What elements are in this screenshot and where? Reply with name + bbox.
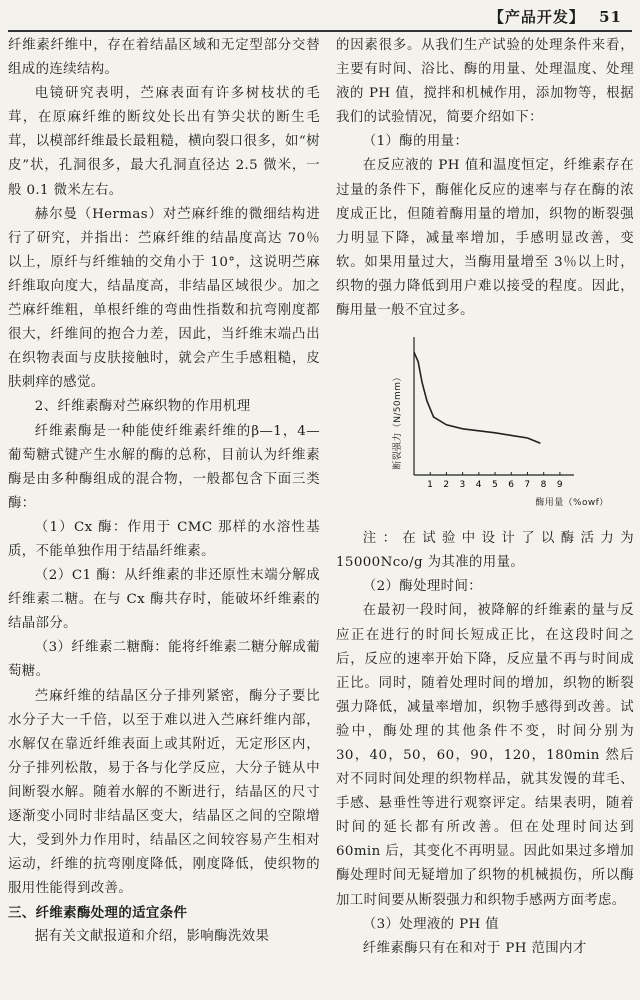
x-tick-label: 1: [427, 480, 434, 491]
paragraph: 注：在试验中设计了以酶活力为 15000Nco/g 为其准的用量。: [336, 531, 634, 571]
chart: [336, 325, 634, 521]
right-column: [336, 34, 634, 961]
x-tick-label: 2: [443, 480, 450, 491]
subheading: （1）酶的用量：: [362, 134, 469, 150]
subheading: 2、纤维素酶对苎麻织物的作用机理: [34, 399, 251, 415]
x-tick-label: 9: [556, 480, 563, 491]
paragraph: 的因素很多。从我们生产试验的处理条件来看，主要有时间、浴比、酶的用量、处理温度、处理液的 PH 值，搅拌和机械作用，添加物等，根据我们的试验情况，简要介绍如下：: [336, 38, 634, 126]
paragraph: （1）Cx 酶：作用于 CMC 那样的水溶性基质，不能单独作用于结晶纤维素。: [8, 519, 320, 559]
paragraph: 纤维素纤维中，存在着结晶区域和无定型部分交替组成的连续结构。: [8, 38, 320, 78]
page-header: [489, 6, 622, 27]
left-column: [8, 34, 320, 950]
chart-svg: [336, 325, 634, 521]
header-section: 【产品开发】: [488, 8, 585, 26]
series-line: [414, 352, 540, 443]
x-tick-label: 8: [540, 480, 547, 491]
paragraph: （3）纤维素二糖酶：能将纤维素二糖分解成葡萄糖。: [8, 640, 320, 680]
paragraph: 赫尔曼（Hermas）对苎麻纤维的微细结构进行了研究，并指出：苎麻纤维的结晶度高达 70％以上，原纤与纤维轴的交角小于 10°，这说明苎麻纤维取向度大，结晶度高，非结晶区域很少。加之苎麻纤维粗，单根纤维的弯曲性指数和抗弯刚度都很大，纤维间的抱合力差，因此，当纤维末端凸出在织物表面与皮肤接触时，就会产生手感粗糙，皮肤刺痒的感觉。: [8, 206, 320, 391]
paragraph: 电镜研究表明，苎麻表面有许多树枝状的毛茸，在原麻纤维的断纹处长出有笋尖状的断生毛茸，以模部纤维最长最粗糙，横向裂口很多，如“树皮”状，孔洞很多，最大孔洞直径达 2.5 微米，一般 0.1 微米左右。: [8, 86, 320, 198]
paragraph: 在反应液的 PH 值和温度恒定，纤维素存在过量的条件下，酶催化反应的速率与存在酶的浓度成正比，但随着酶用量的增加，织物的断裂强力明显下降，减量率增加，手感明显改善，变软。如果用量过大，当酶用量增至 3％以上时，织物的强力降低到用户难以接受的程度。因此，酶用量一般不宜过多。: [336, 158, 634, 319]
x-tick-label: 3: [459, 480, 466, 491]
y-axis-label: 断裂强力（N/50mm）: [393, 372, 403, 470]
x-tick-label: 5: [491, 480, 499, 491]
section-heading: 三、纤维素酶处理的适宜条件: [8, 905, 188, 922]
paragraph: （2）C1 酶：从纤维素的非还原性末端分解成纤维素二糖。在与 Cx 酶共存时，能破坏纤维素的结晶部分。: [8, 568, 320, 632]
x-tick-label: 6: [508, 480, 515, 491]
header-rule: [8, 30, 632, 32]
x-tick-label: 4: [475, 480, 482, 491]
paragraph: 苎麻纤维的结晶区分子排列紧密，酶分子要比水分子大一千倍，以至于难以进入苎麻纤维内部，水解仅在靠近纤维表面上或其附近，无定形区内，分子排列松散，易于各与化学反应，大分子链从中间断裂水解。随着水解的不断进行，结晶区的尺寸逐渐变小同时非结晶区变大，结晶区之间的空隙增大，受到外力作用时，结晶区之间较容易产生相对运动，纤维的抗弯刚度降低，刚度降低，使织物的服用性能得到改善。: [8, 688, 320, 897]
paragraph: 纤维素酶是一种能使纤维素纤维的β—1，4—葡萄糖式键产生水解的酶的总称，目前认为纤维素酶是由多种酶组成的混合物，一般都包含下面三类酶：: [8, 423, 320, 511]
x-axis-label: 酶用量（%owf）: [535, 498, 609, 509]
subheading: （3）处理液的 PH 值: [362, 916, 500, 932]
paragraph: 据有关文献报道和介绍，影响酶洗效果: [34, 929, 270, 945]
paragraph: 纤维素酶只有在和对于 PH 范围内才: [362, 940, 587, 956]
page-number: 51: [599, 8, 622, 26]
paragraph: 在最初一段时间，被降解的纤维素的量与反应正在进行的时间长短成正比，在这段时间之后，反应的速率开始下降，反应量不再与时间成正比。同时，随着处理时间的增加，织物的断裂强力降低，减量率增加，织物手感得到改善。试验中，酶处理的其他条件不变，时间分别为 30，40，50，60，90，120，180min 然后对不同时间处理的织物样品，就其发馒的茸毛、手感、悬垂性等进行观察评定。结果表明，随着时间的延长都有所改善。但在处理时间达到 60min 后，其变化不再明显。因此如果过多增加酶处理时间无疑增加了织物的机械损伤，所以酶加工时间要从断裂强力和织物手感两方面考虑。: [336, 603, 634, 908]
x-tick-label: 7: [524, 480, 531, 491]
subheading: （2）酶处理时间：: [362, 579, 483, 595]
